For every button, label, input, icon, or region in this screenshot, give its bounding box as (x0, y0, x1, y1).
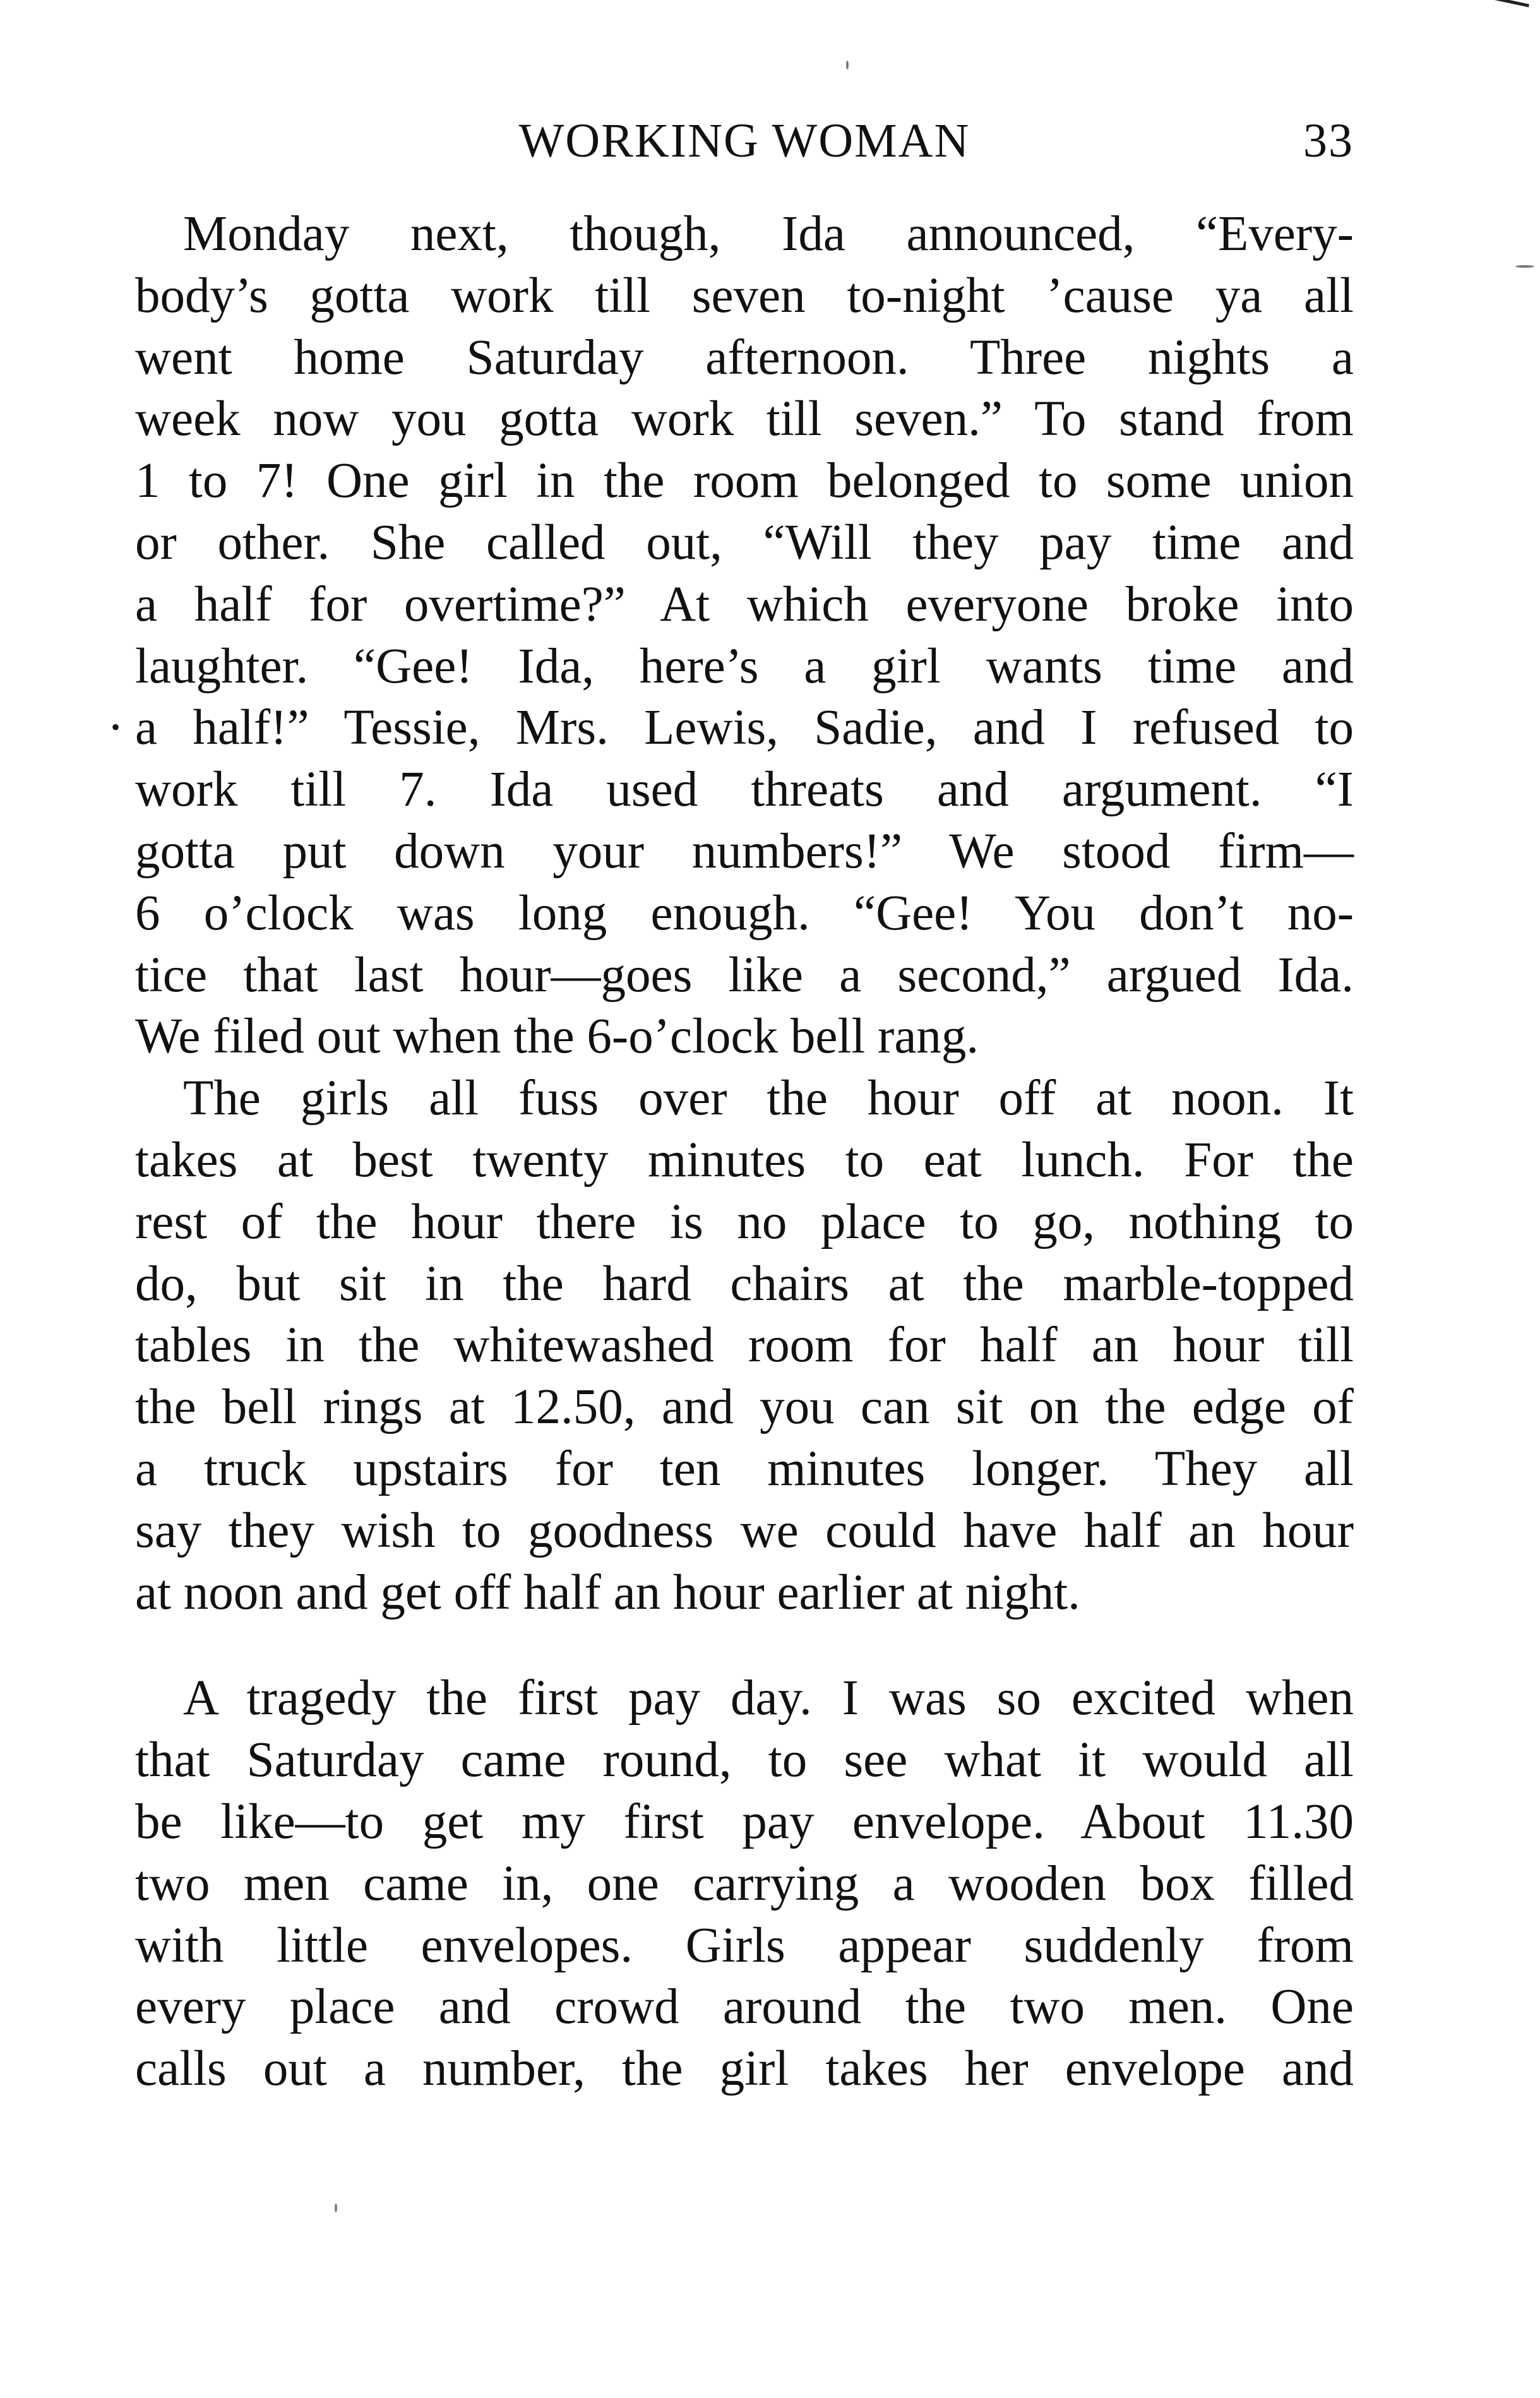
page-number: 33 (1303, 114, 1354, 167)
paragraph (135, 1068, 1354, 1623)
paragraph (135, 203, 1354, 1068)
text-line: went home Saturday afternoon. Three nights a (135, 330, 1354, 385)
text-line: calls out a number, the girl takes her envelope and (135, 2041, 1354, 2097)
text-line: week now you gotta work till seven.” To stand from (135, 391, 1354, 447)
text-line: every place and crowd around the two men. One (135, 1979, 1354, 2035)
text-line: takes at best twenty minutes to eat lunch. For the (135, 1132, 1354, 1188)
text-line: The girls all fuss over the hour off at noon. It (183, 1071, 1354, 1126)
text-line: a truck upstairs for ten minutes longer. They all (135, 1441, 1354, 1496)
page-corner-mark (1488, 0, 1529, 26)
text-line: Monday next, though, Ida announced, “Every- (183, 206, 1354, 261)
body-text (135, 203, 1354, 2100)
text-line: work till 7. Ida used threats and argument. “I (135, 762, 1354, 818)
text-line: say they wish to goodness we could have half an hour (135, 1503, 1354, 1558)
text-line: the bell rings at 12.50, and you can sit on the edge of (135, 1380, 1354, 1435)
section-break (135, 1623, 1354, 1667)
text-line: 1 to 7! One girl in the room belonged to some union (135, 453, 1354, 509)
text-line: 6 o’clock was long enough. “Gee! You don’t no- (135, 885, 1354, 941)
text-line: be like—to get my first pay envelope. About 11.30 (135, 1794, 1354, 1849)
text-line: A tragedy the first pay day. I was so excited when (183, 1671, 1354, 1726)
running-head (135, 114, 1354, 183)
text-line: tables in the whitewashed room for half an hour till (135, 1318, 1354, 1373)
text-line: two men came in, one carrying a wooden box filled (135, 1856, 1354, 1911)
text-line: with little envelopes. Girls appear suddenly from (135, 1918, 1354, 1973)
ink-speck (846, 61, 849, 69)
paragraph (135, 1667, 1354, 2100)
text-line: a half for overtime?” At which everyone broke into (135, 576, 1354, 632)
text-line: rest of the hour there is no place to go, nothing to (135, 1194, 1354, 1250)
text-line: at noon and get off half an hour earlier at night. (135, 1565, 1080, 1620)
text-line: do, but sit in the hard chairs at the marble-topped (135, 1256, 1354, 1311)
text-line: We filed out when the 6-o’clock bell rang. (135, 1009, 979, 1065)
text-line: a half!” Tessie, Mrs. Lewis, Sadie, and I refused to (135, 700, 1354, 756)
running-title: WORKING WOMAN (518, 114, 970, 167)
margin-mark: • (111, 713, 121, 741)
text-line: tice that last hour—goes like a second,” argued Ida. (135, 947, 1354, 1003)
text-line: that Saturday came round, to see what it would all (135, 1733, 1354, 1788)
ink-speck (335, 2204, 337, 2212)
ink-speck (1515, 265, 1534, 268)
text-line: body’s gotta work till seven to-night ’cause ya all (135, 268, 1354, 323)
text-line: laughter. “Gee! Ida, here’s a girl wants time and (135, 638, 1354, 694)
text-line: gotta put down your numbers!” We stood firm— (135, 823, 1354, 879)
text-line: or other. She called out, “Will they pay time and (135, 515, 1354, 570)
